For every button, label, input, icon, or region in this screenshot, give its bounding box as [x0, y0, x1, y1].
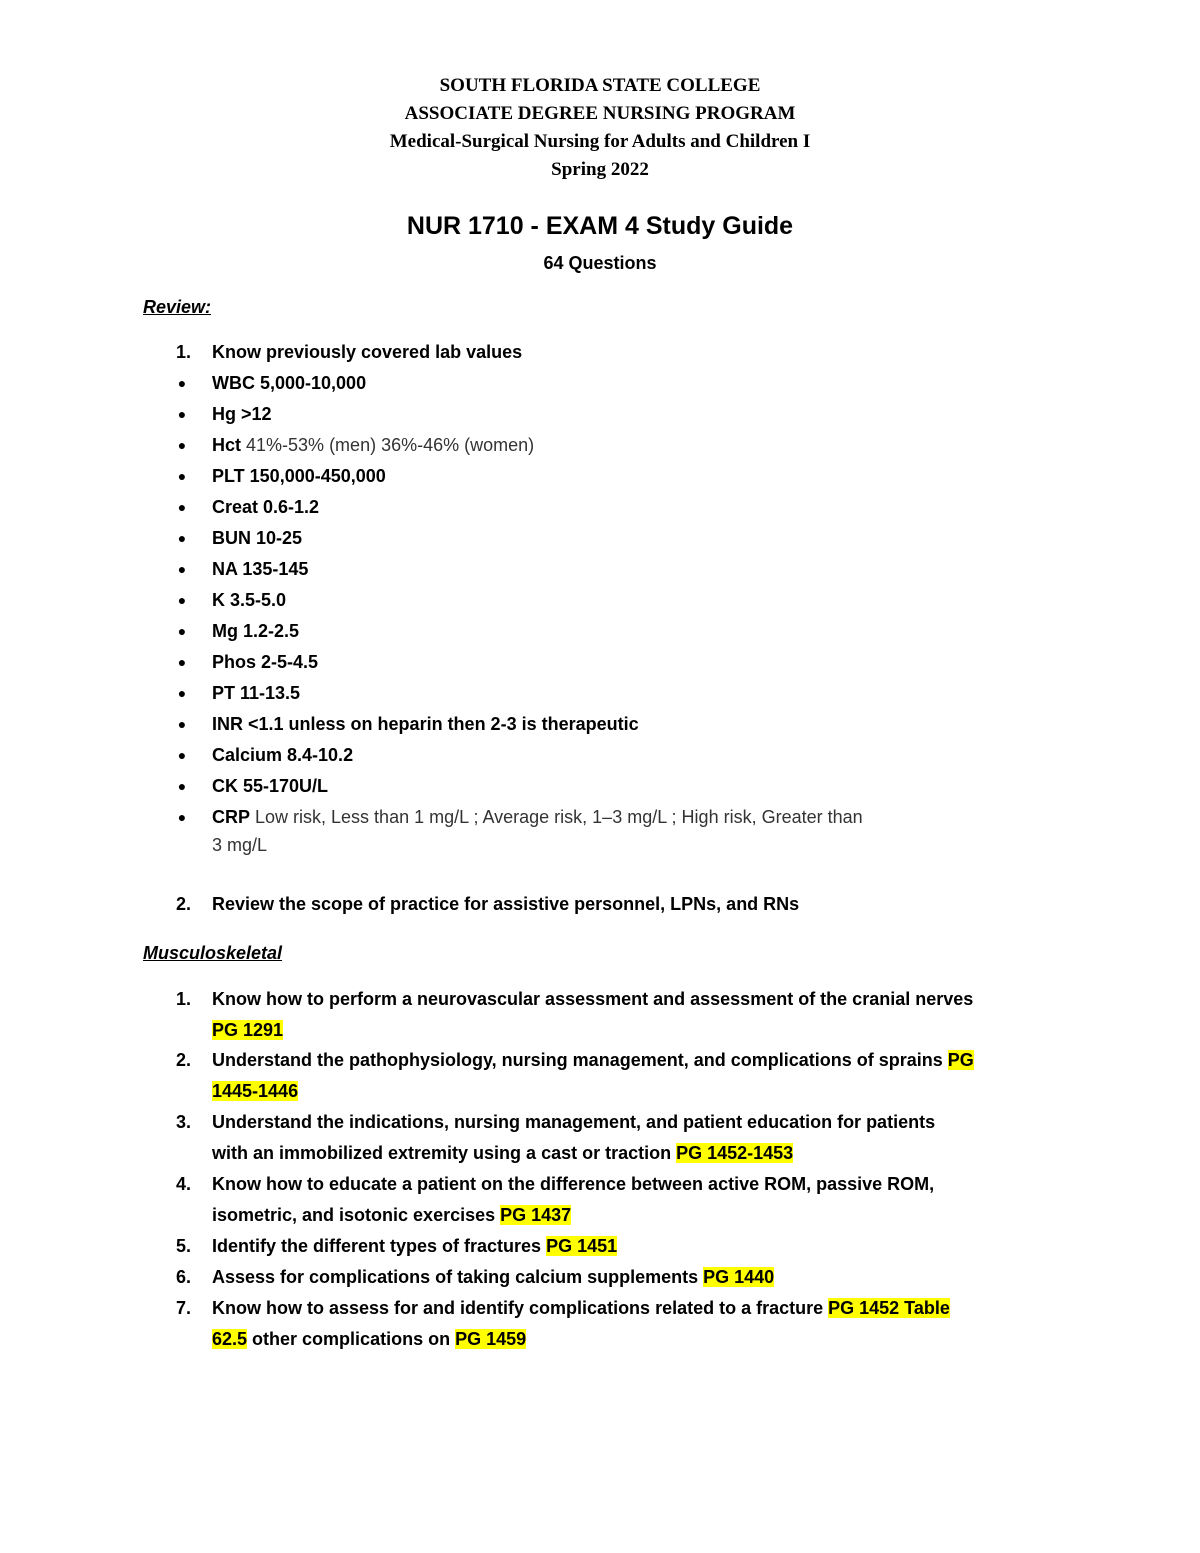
- college-name: SOUTH FLORIDA STATE COLLEGE: [439, 75, 761, 96]
- list-item-text: Review the scope of practice for assistive personnel, LPNs, and RNs: [212, 894, 800, 914]
- musculoskeletal-heading: Musculoskeletal: [143, 943, 283, 963]
- lab-label: Hg >12: [212, 404, 272, 424]
- list-number: 5.: [176, 1236, 192, 1256]
- lab-detail-continued: 3 mg/L: [212, 835, 268, 855]
- bullet-icon: ●: [177, 561, 187, 577]
- list-item-line: [212, 1200, 1072, 1231]
- list-item-line: [212, 1324, 1072, 1355]
- list-item-line: [212, 1045, 1072, 1076]
- list-number: 1.: [176, 342, 192, 362]
- bullet-icon: ●: [177, 499, 187, 515]
- list-item-text: Know how to educate a patient on the difference between active ROM, passive ROM,: [212, 1174, 935, 1194]
- lab-label: BUN 10-25: [212, 528, 303, 548]
- list-item-text: Understand the pathophysiology, nursing management, and complications of sprains: [212, 1050, 948, 1070]
- page-reference: PG 1452-1453: [676, 1143, 794, 1163]
- lab-label: Creat 0.6-1.2: [212, 497, 320, 517]
- list-number: 1.: [176, 989, 192, 1009]
- list-item-text: Know how to perform a neurovascular assessment and assessment of the cranial nerves: [212, 989, 974, 1009]
- bullet-icon: ●: [177, 437, 187, 453]
- bullet-icon: ●: [177, 716, 187, 732]
- lab-label: PT 11-13.5: [212, 683, 301, 703]
- list-item-text: Know how to assess for and identify complications related to a fracture: [212, 1298, 829, 1318]
- list-number: 6.: [176, 1267, 192, 1287]
- list-number: 4.: [176, 1174, 192, 1194]
- lab-label: CRP: [212, 807, 251, 827]
- bullet-icon: ●: [177, 654, 187, 670]
- list-item-text: with an immobilized extremity using a cast or traction: [212, 1143, 677, 1163]
- list-item-text: Understand the indications, nursing management, and patient education for patients: [212, 1112, 936, 1132]
- lab-line: [212, 430, 1072, 461]
- course-name: Medical-Surgical Nursing for Adults and Children I: [389, 131, 811, 152]
- list-item-text: Assess for complications of taking calcium supplements: [212, 1267, 704, 1287]
- lab-label: WBC 5,000-10,000: [212, 373, 367, 393]
- list-item-line: [212, 1138, 1072, 1169]
- lab-label: Mg 1.2-2.5: [212, 621, 300, 641]
- list-item-text: other complications on: [247, 1329, 456, 1349]
- list-item-line: [212, 1015, 1072, 1046]
- bullet-icon: ●: [177, 406, 187, 422]
- question-count: 64 Questions: [543, 253, 657, 273]
- list-item-line: [212, 1262, 1072, 1293]
- bullet-icon: ●: [177, 778, 187, 794]
- lab-label: NA 135-145: [212, 559, 309, 579]
- list-item-text: Know previously covered lab values: [212, 342, 523, 362]
- bullet-icon: ●: [177, 375, 187, 391]
- lab-label: Hct: [212, 435, 242, 455]
- lab-label: INR <1.1 unless on heparin then 2-3 is therapeutic: [212, 714, 639, 734]
- page-reference: PG 1459: [455, 1329, 527, 1349]
- list-item-line: [212, 1231, 1072, 1262]
- list-item-line: [212, 1076, 1072, 1107]
- lab-label: K 3.5-5.0: [212, 590, 287, 610]
- lab-label: PLT 150,000-450,000: [212, 466, 386, 486]
- page-reference: PG 1452 Table: [828, 1298, 950, 1318]
- list-number: 3.: [176, 1112, 192, 1132]
- review-heading: Review:: [143, 297, 212, 317]
- bullet-icon: ●: [177, 747, 187, 763]
- list-number: 2.: [176, 1050, 192, 1070]
- lab-line: [212, 802, 1072, 833]
- bullet-icon: ●: [177, 468, 187, 484]
- lab-label: CK 55-170U/L: [212, 776, 329, 796]
- document-header: [0, 72, 1200, 184]
- term: Spring 2022: [551, 159, 649, 180]
- page-title: NUR 1710 - EXAM 4 Study Guide: [406, 212, 794, 240]
- page-reference: 62.5: [212, 1329, 248, 1349]
- list-number: 7.: [176, 1298, 192, 1318]
- program-name: ASSOCIATE DEGREE NURSING PROGRAM: [404, 103, 796, 124]
- page-reference: PG 1437: [500, 1205, 572, 1225]
- list-number: 2.: [176, 894, 192, 914]
- lab-label: Calcium 8.4-10.2: [212, 745, 354, 765]
- lab-label: Phos 2-5-4.5: [212, 652, 319, 672]
- list-item-text: isometric, and isotonic exercises: [212, 1205, 501, 1225]
- bullet-icon: ●: [177, 530, 187, 546]
- page-reference: PG 1291: [212, 1020, 284, 1040]
- list-item-line: [212, 1293, 1072, 1324]
- bullet-icon: ●: [177, 809, 187, 825]
- page-reference: PG 1440: [703, 1267, 775, 1287]
- list-item-text: Identify the different types of fractures: [212, 1236, 547, 1256]
- lab-detail: 41%-53% (men) 36%-46% (women): [241, 435, 535, 455]
- bullet-icon: ●: [177, 592, 187, 608]
- lab-detail: Low risk, Less than 1 mg/L ; Average risk, 1–3 mg/L ; High risk, Greater than: [250, 807, 863, 827]
- page-reference: 1445-1446: [212, 1081, 299, 1101]
- bullet-icon: ●: [177, 685, 187, 701]
- bullet-icon: ●: [177, 623, 187, 639]
- page-reference: PG: [947, 1050, 974, 1070]
- page-reference: PG 1451: [546, 1236, 618, 1256]
